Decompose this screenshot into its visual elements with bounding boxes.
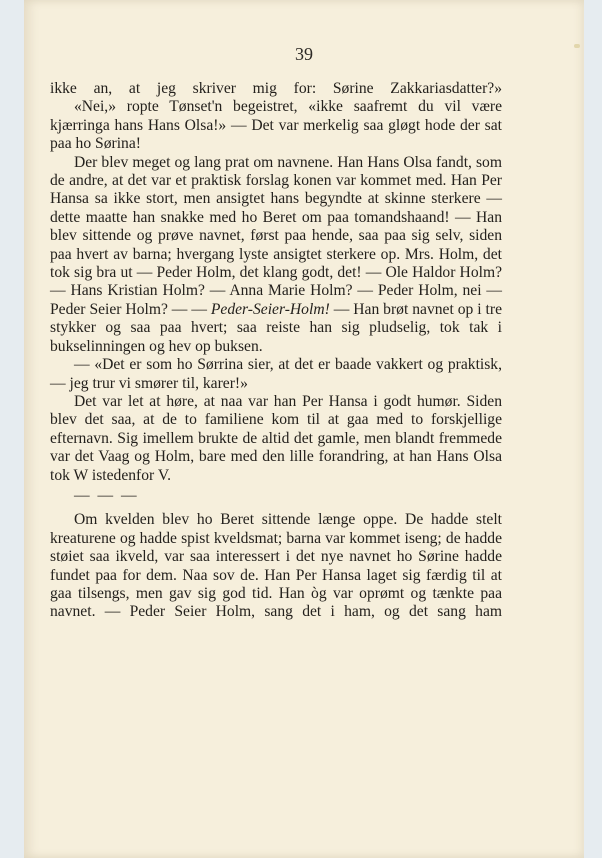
paragraph-2: «Nei,» ropte Tønset'n begeistret, «ikke saafremt du vil være kjærringa hans Hans Olsa!» — Det var merkelig saa gløgt hode der sat paa ho Sørina! xyxy=(50,98,502,153)
page-number: 39 xyxy=(295,44,313,64)
body-text xyxy=(50,80,502,622)
section-separator: — — — xyxy=(74,486,139,504)
paragraph-3 xyxy=(50,154,502,356)
paragraph-3-part-2: — Han brøt navnet op i tre stykker og saa paa hvert; saa reiste han sig pludselig, tok tak i bukselinningen og hev op buksen. xyxy=(50,300,503,355)
book-page xyxy=(24,0,584,858)
paragraph-6: Om kvelden blev ho Beret sittende længe oppe. De hadde stelt kreaturene og hadde spist kveldsmat; barna var kommet iseng; de hadde støiet saa ikveld, var saa interessert i det nye navnet ho Sørine hadde fundet paa for dem. Naa sov de. Han Per Hansa laget sig færdig til at gaa tilsengs, men gav sig god tid. Han òg var oprømt og tænkte paa navnet. — Peder Seier Holm, sang det i ham, og det sang ham xyxy=(50,511,502,621)
paragraph-1: ikke an, at jeg skriver mig for: Sørine Zakkariasdatter?» xyxy=(50,80,502,97)
paragraph-4: — «Det er som ho Sørrina sier, at det er baade vakkert og praktisk, — jeg trur vi smører til, karer!» xyxy=(50,356,502,392)
paragraph-5: Det var let at høre, at naa var han Per Hansa i godt humør. Siden blev det saa, at de to familiene kom til at gaa med to forskjellige efternavn. Sig imellem brukte de altid det gamle, men blandt fremmede var det Vaag og Holm, bare med den lille forandring, at han Hans Olsa tok W istedenfor V. xyxy=(50,392,502,484)
paragraph-3-part-1: Der blev meget og lang prat om navnene. Han Hans Olsa fandt, som de andre, at det var et praktisk forslag konen var kommet med. Han Per Hansa sa ikke stort, men ansigtet hans begyndte at skinne sterkere — dette maatte han snakke med ho Beret om paa tomandshaand! — Han blev sittende og prøve navnet, først paa hende, saa paa sig selv, siden paa hvert av barna; hvergang lyste ansigtet sterkere op. Mrs. Holm, det tok sig bra ut — Peder Holm, det klang godt, det! — Ole Haldor Holm? — Hans Kristian Holm? — Anna Marie Holm? — Peder Holm, nei — Peder Seier Holm? — — xyxy=(50,153,502,318)
name-emphasis: Peder-Seier-Holm! xyxy=(210,300,330,318)
